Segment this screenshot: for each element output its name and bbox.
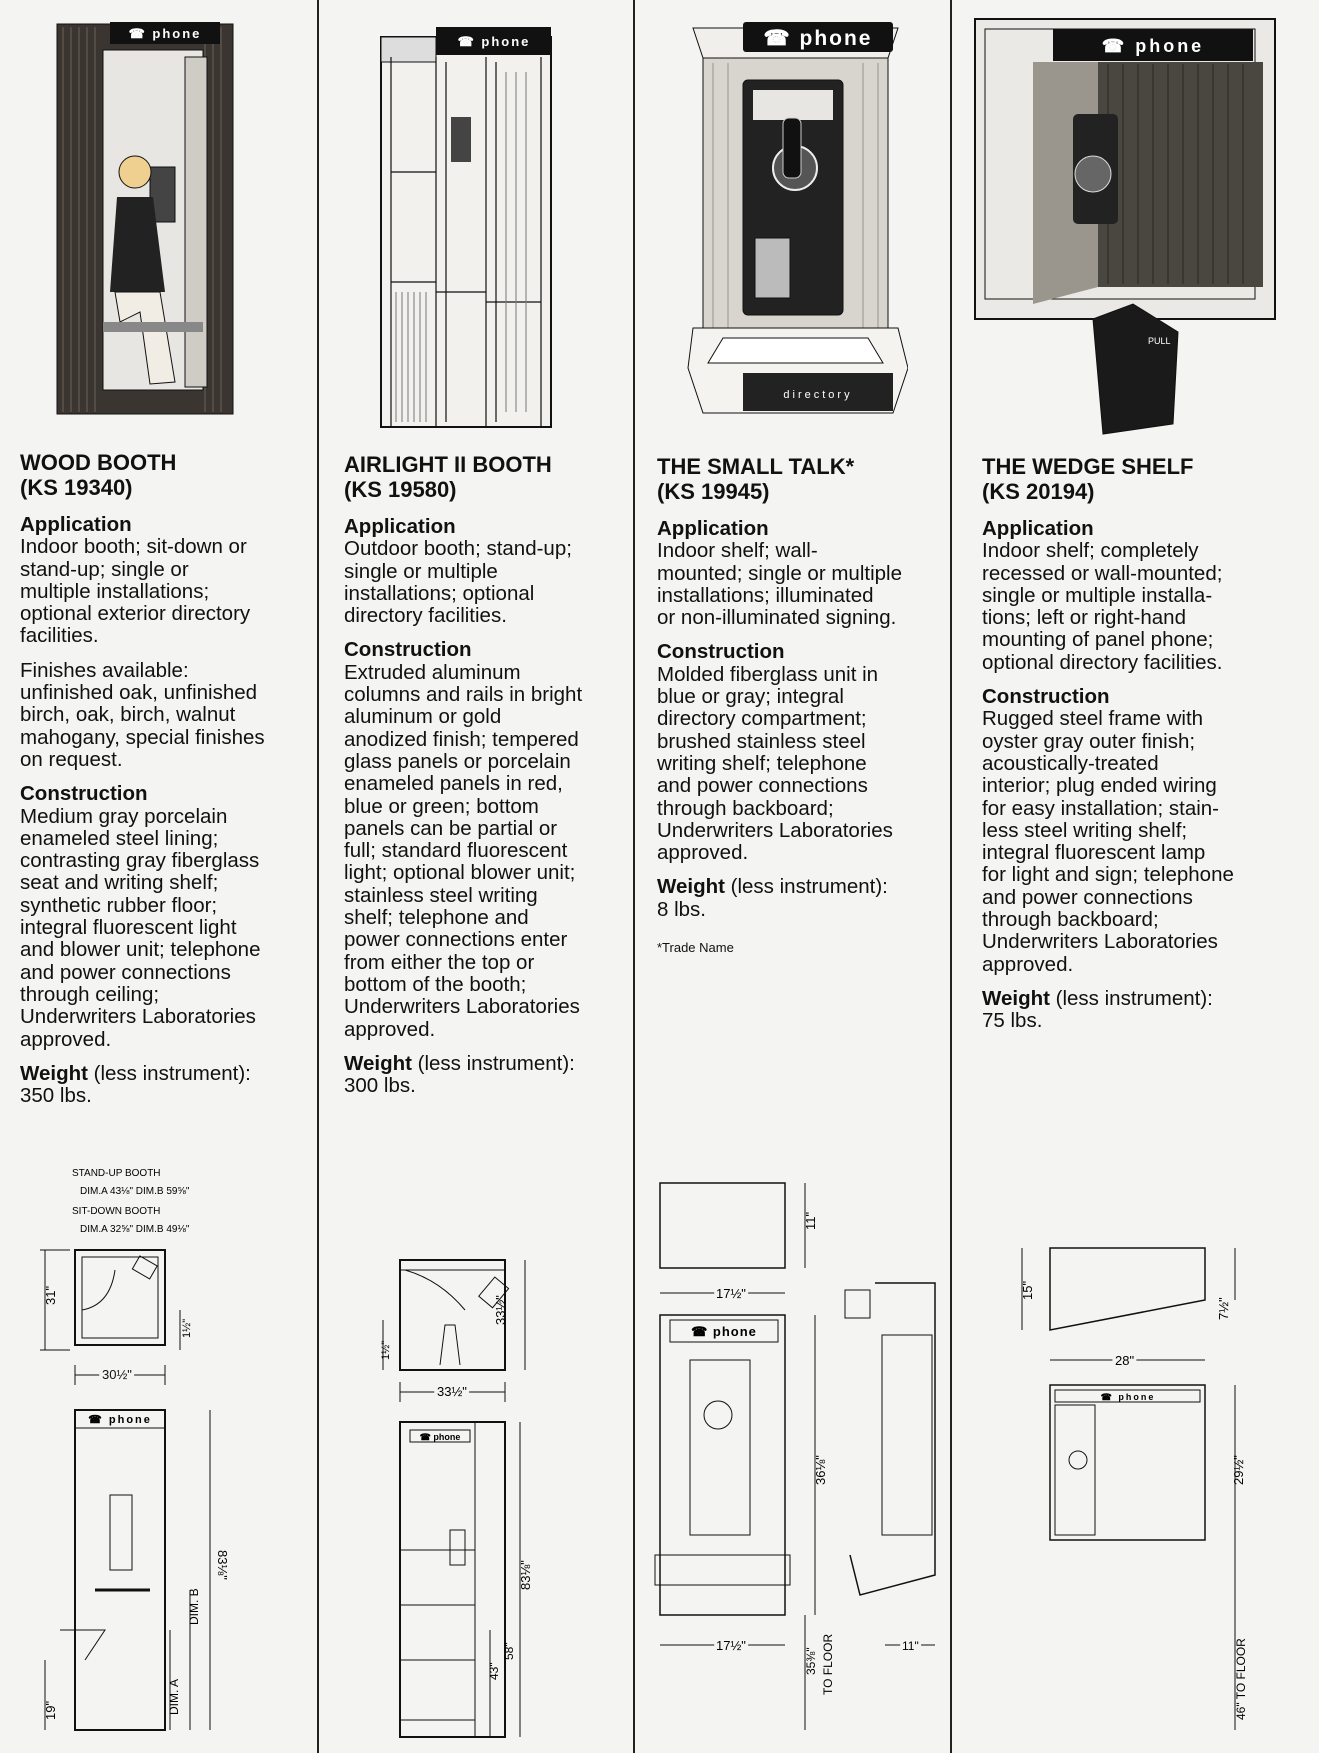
dim-11-vertical: 11"	[803, 1211, 818, 1230]
column-divider-2	[633, 0, 635, 1753]
wood-booth-title: WOOD BOOTH (KS 19340)	[20, 450, 177, 500]
weight-note: (less instrument):	[1049, 986, 1213, 1010]
column-divider-3	[950, 0, 952, 1753]
small-talk-construction-text: Molded fiberglass unit in blue or gray; integral directory compartment; brushed stainless steel writing shelf; telephone and power connections through backboard; Underwriters Laboratories approved.	[657, 662, 893, 865]
weight-label: Weight	[344, 1051, 412, 1075]
svg-text:☎ phone: ☎ phone	[1101, 36, 1205, 56]
dim-83: 83⅛"	[215, 1550, 230, 1580]
dim-15: 15"	[1020, 1280, 1035, 1300]
airlight-booth-application-heading: Application	[344, 515, 456, 538]
dim-1-5: 1½"	[181, 1318, 193, 1338]
weight-label: Weight	[657, 875, 725, 899]
weight-note: (less instrument):	[724, 875, 888, 899]
dim-1-5: 1½"	[380, 1340, 392, 1360]
wood-booth-illustration	[55, 22, 235, 417]
dim-30-5: 30½"	[102, 1367, 132, 1382]
dim-7-5: 7½"	[1216, 1297, 1231, 1320]
wedge-shelf-dimension-drawing	[1010, 1240, 1275, 1740]
dim-36: 36⅛"	[813, 1455, 828, 1485]
svg-text:☎ phone: ☎ phone	[88, 1414, 152, 1426]
wedge-shelf-illustration	[973, 14, 1278, 439]
column-divider-1	[317, 0, 319, 1753]
small-talk-construction-heading: Construction	[657, 640, 785, 664]
to-floor-label: TO FLOOR	[821, 1633, 835, 1695]
airlight-booth-illustration	[376, 22, 561, 432]
wood-booth-construction-heading: Construction	[20, 782, 148, 806]
wood-booth-weight-value: 350 lbs.	[20, 1084, 92, 1108]
dim-B: DIM. B	[187, 1588, 201, 1625]
airlight-booth-weight	[344, 1053, 629, 1075]
airlight-booth-construction-text: Extruded aluminum columns and rails in bright aluminum or gold anodized finish; tempered glass panels or porcelain enameled panels in red, blue or green; bottom panels can be partial or full; standard fluorescent light; optional blower unit; stainless steel writing shelf; telephone and power connections enter from either the top or bottom of the booth; Underwriters Laboratories approved.	[344, 660, 583, 1041]
small-talk-title: THE SMALL TALK* (KS 19945)	[657, 454, 855, 504]
dim-A: DIM. A	[167, 1678, 181, 1715]
airlight-booth-description	[344, 452, 629, 1097]
weight-label: Weight	[20, 1061, 88, 1085]
small-talk-description	[657, 454, 942, 959]
wood-booth-construction-text: Medium gray porcelain enameled steel lining; contrasting gray fiberglass seat and writing shelf; synthetic rubber floor; integral fluorescent light and blower unit; telephone and power connections through ceiling; Underwriters Laboratories approved.	[20, 804, 261, 1051]
airlight-booth-weight-value: 300 lbs.	[344, 1074, 416, 1098]
small-talk-weight	[657, 876, 942, 898]
dim-33-5-vertical: 33½"	[493, 1295, 508, 1325]
dim-28: 28"	[1115, 1353, 1135, 1368]
airlight-booth-title: AIRLIGHT II BOOTH (KS 19580)	[344, 452, 552, 502]
small-talk-illustration	[683, 18, 908, 428]
dim-19: 19"	[43, 1700, 58, 1720]
standup-label: STAND-UP BOOTH	[72, 1168, 161, 1179]
dim-11-horizontal: 11"	[902, 1639, 919, 1653]
wood-booth-application-heading: Application	[20, 513, 132, 536]
small-talk-dimension-drawing	[650, 1175, 945, 1740]
trade-name-footnote: *Trade Name	[657, 940, 734, 956]
dim-33-5-horizontal: 33½"	[437, 1384, 467, 1399]
dim-83: 83⅛"	[518, 1560, 533, 1590]
weight-note: (less instrument):	[411, 1051, 575, 1075]
wedge-shelf-title: THE WEDGE SHELF (KS 20194)	[982, 454, 1194, 504]
svg-text:☎ phone: ☎ phone	[128, 26, 202, 41]
wood-booth-finishes-text: Finishes available: unfinished oak, unfinished birch, oak, birch, walnut mahogany, special finishes on request.	[20, 658, 265, 771]
dim-31: 31"	[43, 1285, 58, 1305]
sitdown-label: SIT-DOWN BOOTH	[72, 1206, 161, 1217]
weight-note: (less instrument):	[87, 1061, 251, 1085]
small-talk-application-heading: Application	[657, 517, 769, 540]
svg-text:☎ phone: ☎ phone	[457, 34, 531, 49]
svg-text:PULL: PULL	[1148, 336, 1171, 346]
svg-text:☎ phone: ☎ phone	[691, 1324, 757, 1339]
dim-17-5-top: 17½"	[716, 1286, 746, 1301]
svg-text:☎ phone: ☎ phone	[1100, 1392, 1156, 1402]
dim-35: 35⅜"	[804, 1647, 818, 1675]
dim-17-5-bottom: 17½"	[716, 1638, 746, 1653]
sitdown-dims: DIM.A 32⅝" DIM.B 49⅛"	[80, 1224, 190, 1235]
airlight-booth-application-text: Outdoor booth; stand-up; single or multiple installations; optional directory facilities.	[344, 537, 572, 628]
small-talk-application-text: Indoor shelf; wall- mounted; single or multiple installations; illuminated or non-illuminated signing.	[657, 539, 902, 630]
wood-booth-weight	[20, 1063, 310, 1085]
wedge-shelf-construction-text: Rugged steel frame with oyster gray outer finish; acoustically-treated interior; plug ended wiring for easy installation; stain- less steel writing shelf; integral fluorescent lamp for light and sign; telephone and power connections through backboard; Underwriters Laboratories approved.	[982, 707, 1234, 976]
dim-43: 43"	[487, 1662, 501, 1680]
wood-booth-description	[20, 450, 310, 1107]
svg-text:☎ phone: ☎ phone	[419, 1432, 461, 1442]
svg-text:☎ phone: ☎ phone	[763, 27, 873, 50]
dim-29-5: 29½"	[1231, 1455, 1246, 1485]
small-talk-weight-value: 8 lbs.	[657, 897, 706, 921]
wedge-shelf-application-heading: Application	[982, 517, 1094, 540]
standup-dims: DIM.A 43⅛" DIM.B 59⅝"	[80, 1186, 190, 1197]
to-floor-46: 46" TO FLOOR	[1234, 1638, 1248, 1720]
airlight-booth-dimension-drawing	[365, 1250, 595, 1745]
wood-booth-application-text: Indoor booth; sit-down or stand-up; single or multiple installations; optional exterior directory facilities.	[20, 535, 251, 648]
wedge-shelf-weight	[982, 988, 1282, 1010]
wedge-shelf-weight-value: 75 lbs.	[982, 1009, 1043, 1033]
wedge-shelf-application-text: Indoor shelf; completely recessed or wall-mounted; single or multiple installa- tions; left or right-hand mounting of panel phone; optional directory facilities.	[982, 539, 1223, 674]
svg-text:directory: directory	[783, 389, 853, 401]
dim-58: 58"	[502, 1642, 516, 1660]
airlight-booth-construction-heading: Construction	[344, 638, 472, 662]
wood-booth-dimension-drawing	[30, 1160, 300, 1745]
weight-label: Weight	[982, 986, 1050, 1010]
wedge-shelf-construction-heading: Construction	[982, 685, 1110, 709]
wedge-shelf-description	[982, 454, 1282, 1033]
